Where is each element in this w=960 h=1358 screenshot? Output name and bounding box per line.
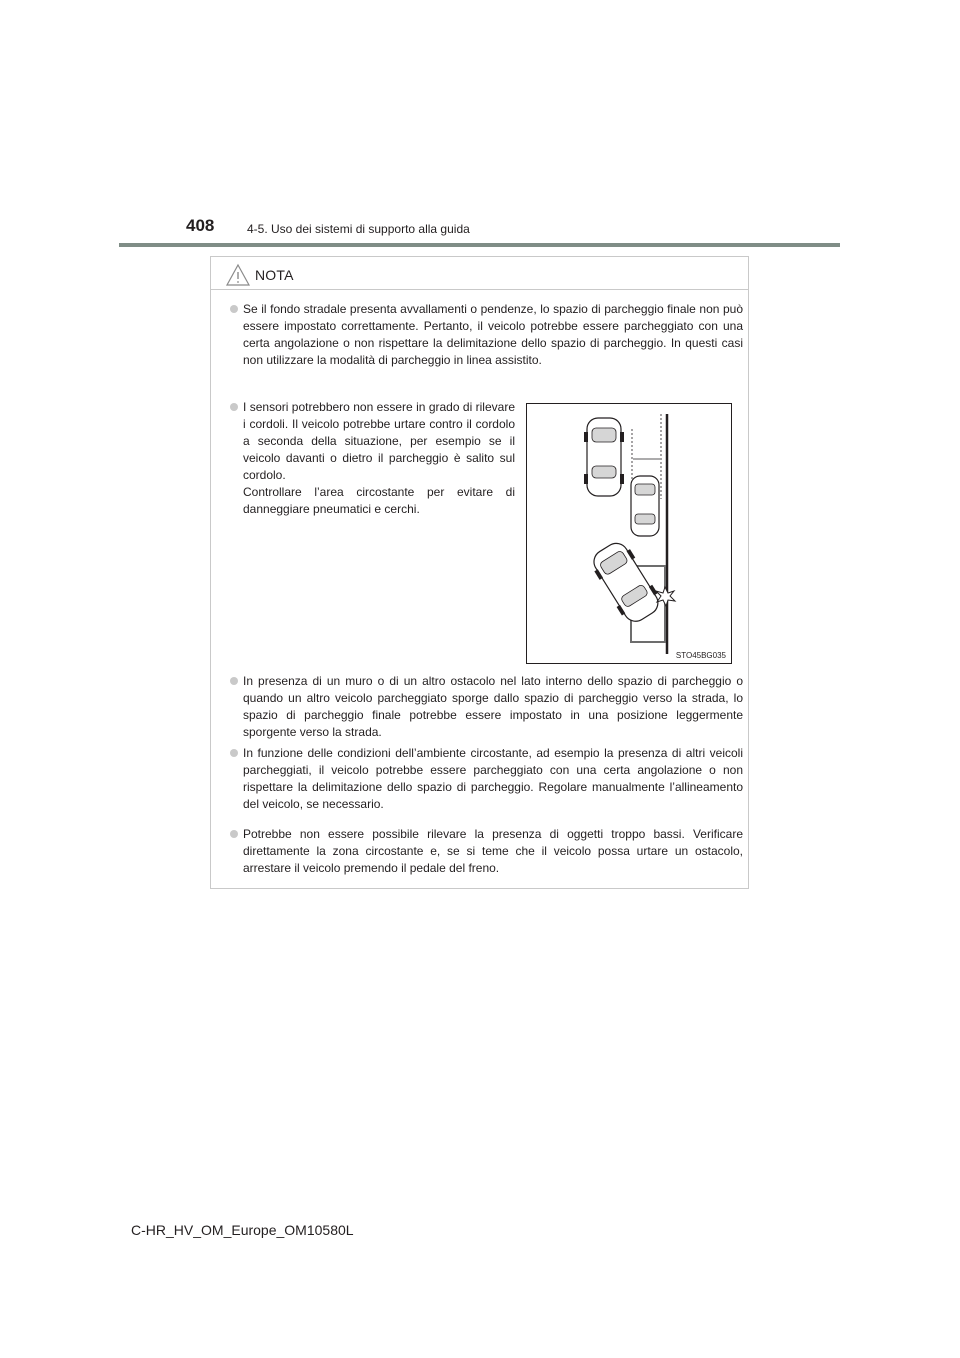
note-item-2-text-cont: Controllare l’area circostante per evitare di danneggiare pneumatici e cerchi. <box>243 485 515 516</box>
note-header <box>225 262 294 288</box>
note-label: NOTA <box>255 267 294 283</box>
note-divider <box>211 289 748 290</box>
parked-car-front <box>584 418 624 496</box>
bullet-icon <box>230 749 238 757</box>
note-item-5-text: Potrebbe non essere possibile rilevare la presenza di oggetti troppo bassi. Verificare direttamente la zona circostante e, se si teme che il veicolo possa urtare un ostacolo, arrestare il veicolo premendo il pedale del freno. <box>243 827 743 875</box>
maneuvering-car <box>587 537 665 627</box>
note-item-4 <box>243 745 743 813</box>
figure-id: STO45BG035 <box>675 651 726 660</box>
note-item-2-text: I sensori potrebbero non essere in grado di rilevare i cordoli. Il veicolo potrebbe urtare contro il cordolo a seconda della situazione, per esempio se il veicolo davanti o dietro il parcheggio è salito sul cordolo. <box>243 400 515 482</box>
bullet-icon <box>230 305 238 313</box>
bullet-icon <box>230 677 238 685</box>
parking-diagram-svg <box>527 404 731 663</box>
parked-car-rear <box>631 476 659 536</box>
note-item-2 <box>243 399 515 518</box>
footer-doc-code: C-HR_HV_OM_Europe_OM10580L <box>131 1222 354 1238</box>
section-title: 4-5. Uso dei sistemi di supporto alla guida <box>247 222 470 236</box>
note-box <box>210 256 749 889</box>
note-item-5 <box>243 826 743 877</box>
note-item-4-text: In funzione delle condizioni dell’ambiente circostante, ad esempio la presenza di altri veicoli parcheggiati, il veicolo potrebbe essere parcheggiato con una certa angolazione o non rispettare la delimitazione dello spazio di parcheggio. Regolare manualmente l’allineamento del veicolo, se necessario. <box>243 746 743 811</box>
bullet-icon <box>230 830 238 838</box>
note-item-1-text: Se il fondo stradale presenta avvallamenti o pendenze, lo spazio di parcheggio finale non può essere impostato correttamente. Pertanto, il veicolo potrebbe essere parcheggiato con una certa angolazione o non rispettare la delimitazione dello spazio di parcheggio. In questi casi non utilizzare la modalità di parcheggio in linea assistito. <box>243 302 743 367</box>
note-item-3 <box>243 673 743 741</box>
bullet-icon <box>230 403 238 411</box>
note-item-3-text: In presenza di un muro o di un altro ostacolo nel lato interno dello spazio di parcheggio o quando un altro veicolo parcheggiato sporge dallo spazio di parcheggio verso la strada, lo spazio di parcheggio finale potrebbe essere impostato in una posizione leggermente sporgente verso la strada. <box>243 674 743 739</box>
note-item-1 <box>243 301 743 369</box>
warning-triangle-icon <box>225 263 251 287</box>
page-number: 408 <box>186 216 215 235</box>
impact-star-icon <box>656 587 675 606</box>
header-rule <box>119 243 840 247</box>
parking-illustration <box>526 403 732 664</box>
